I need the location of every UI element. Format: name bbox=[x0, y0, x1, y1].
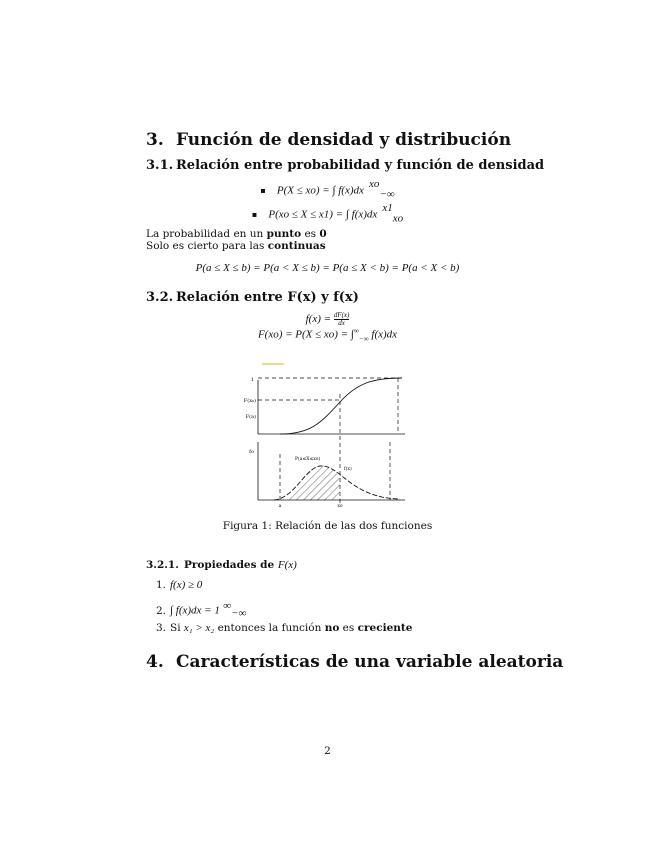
label-fo: fo bbox=[249, 449, 254, 455]
pdf-plot bbox=[249, 442, 405, 508]
label-fa: F(a) bbox=[245, 414, 256, 420]
bullet-2: ▪ P(xo ≤ X ≤ x1) = ∫ f(x)dx $^{x1}_{xo}$ bbox=[251, 202, 404, 225]
property-2: 2. ∫ f(x)dx = 1 ∞$_{-\infty}$ bbox=[156, 600, 247, 620]
paragraph-probability-point: La probabilidad en un punto es 0 bbox=[146, 228, 327, 240]
subsection-3-1-heading: 3.1. Relación entre probabilidad y función de densidad bbox=[146, 158, 545, 173]
figure-caption: Figura 1: Relación de las dos funciones bbox=[222, 520, 433, 532]
label-xo: xo bbox=[337, 504, 343, 508]
equation-derivative: f(x) = $\frac{dF(x)}{dx}$ bbox=[305, 311, 350, 327]
paragraph-continuas: Solo es cierto para las continuas bbox=[146, 240, 326, 252]
label-one: 1 bbox=[250, 377, 254, 383]
formula-bullet-2: P(xo ≤ X ≤ x1) = ∫ f(x)dx bbox=[268, 208, 378, 221]
property-1: 1. f(x) ≥ 0 bbox=[156, 579, 203, 591]
cdf-curve bbox=[280, 378, 402, 434]
section-4-heading: 4. Características de una variable aleatoria bbox=[146, 652, 564, 672]
label-a: a bbox=[278, 504, 282, 508]
hatched-area bbox=[280, 466, 340, 500]
bullet-1: ▪ P(X ≤ xo) = ∫ f(x)dx $^{xo}_{-\infty}$ bbox=[260, 178, 395, 201]
equation-equalities: P(a ≤ X ≤ b) = P(a < X ≤ b) = P(a ≤ X < b) = P(a < X < b) bbox=[195, 262, 460, 274]
label-fx0: F(x₀) bbox=[243, 398, 256, 404]
equation-distribution: $F(xo) = P(X \le xo) = \int^\infty_{-\infty}$ f(x)dx bbox=[257, 327, 398, 343]
subsubsection-3-2-1-heading: 3.2.1. Propiedades de F(x) bbox=[146, 559, 297, 571]
figure-relation-plot bbox=[240, 358, 415, 508]
subsection-3-2-heading: 3.2. Relación entre F(x) y f(x) bbox=[146, 290, 359, 305]
property-3: 3. Si x₁ > x₂ entonces la función no es creciente bbox=[156, 622, 413, 634]
page-number: 2 bbox=[324, 745, 331, 757]
label-area: P(a≤X≤xo) bbox=[295, 457, 321, 462]
formula-bullet-1: P(X ≤ xo) = ∫ f(x)dx bbox=[276, 184, 364, 197]
section-3-heading: 3. Función de densidad y distribución bbox=[146, 130, 512, 150]
label-fx: f(x) bbox=[344, 467, 352, 472]
